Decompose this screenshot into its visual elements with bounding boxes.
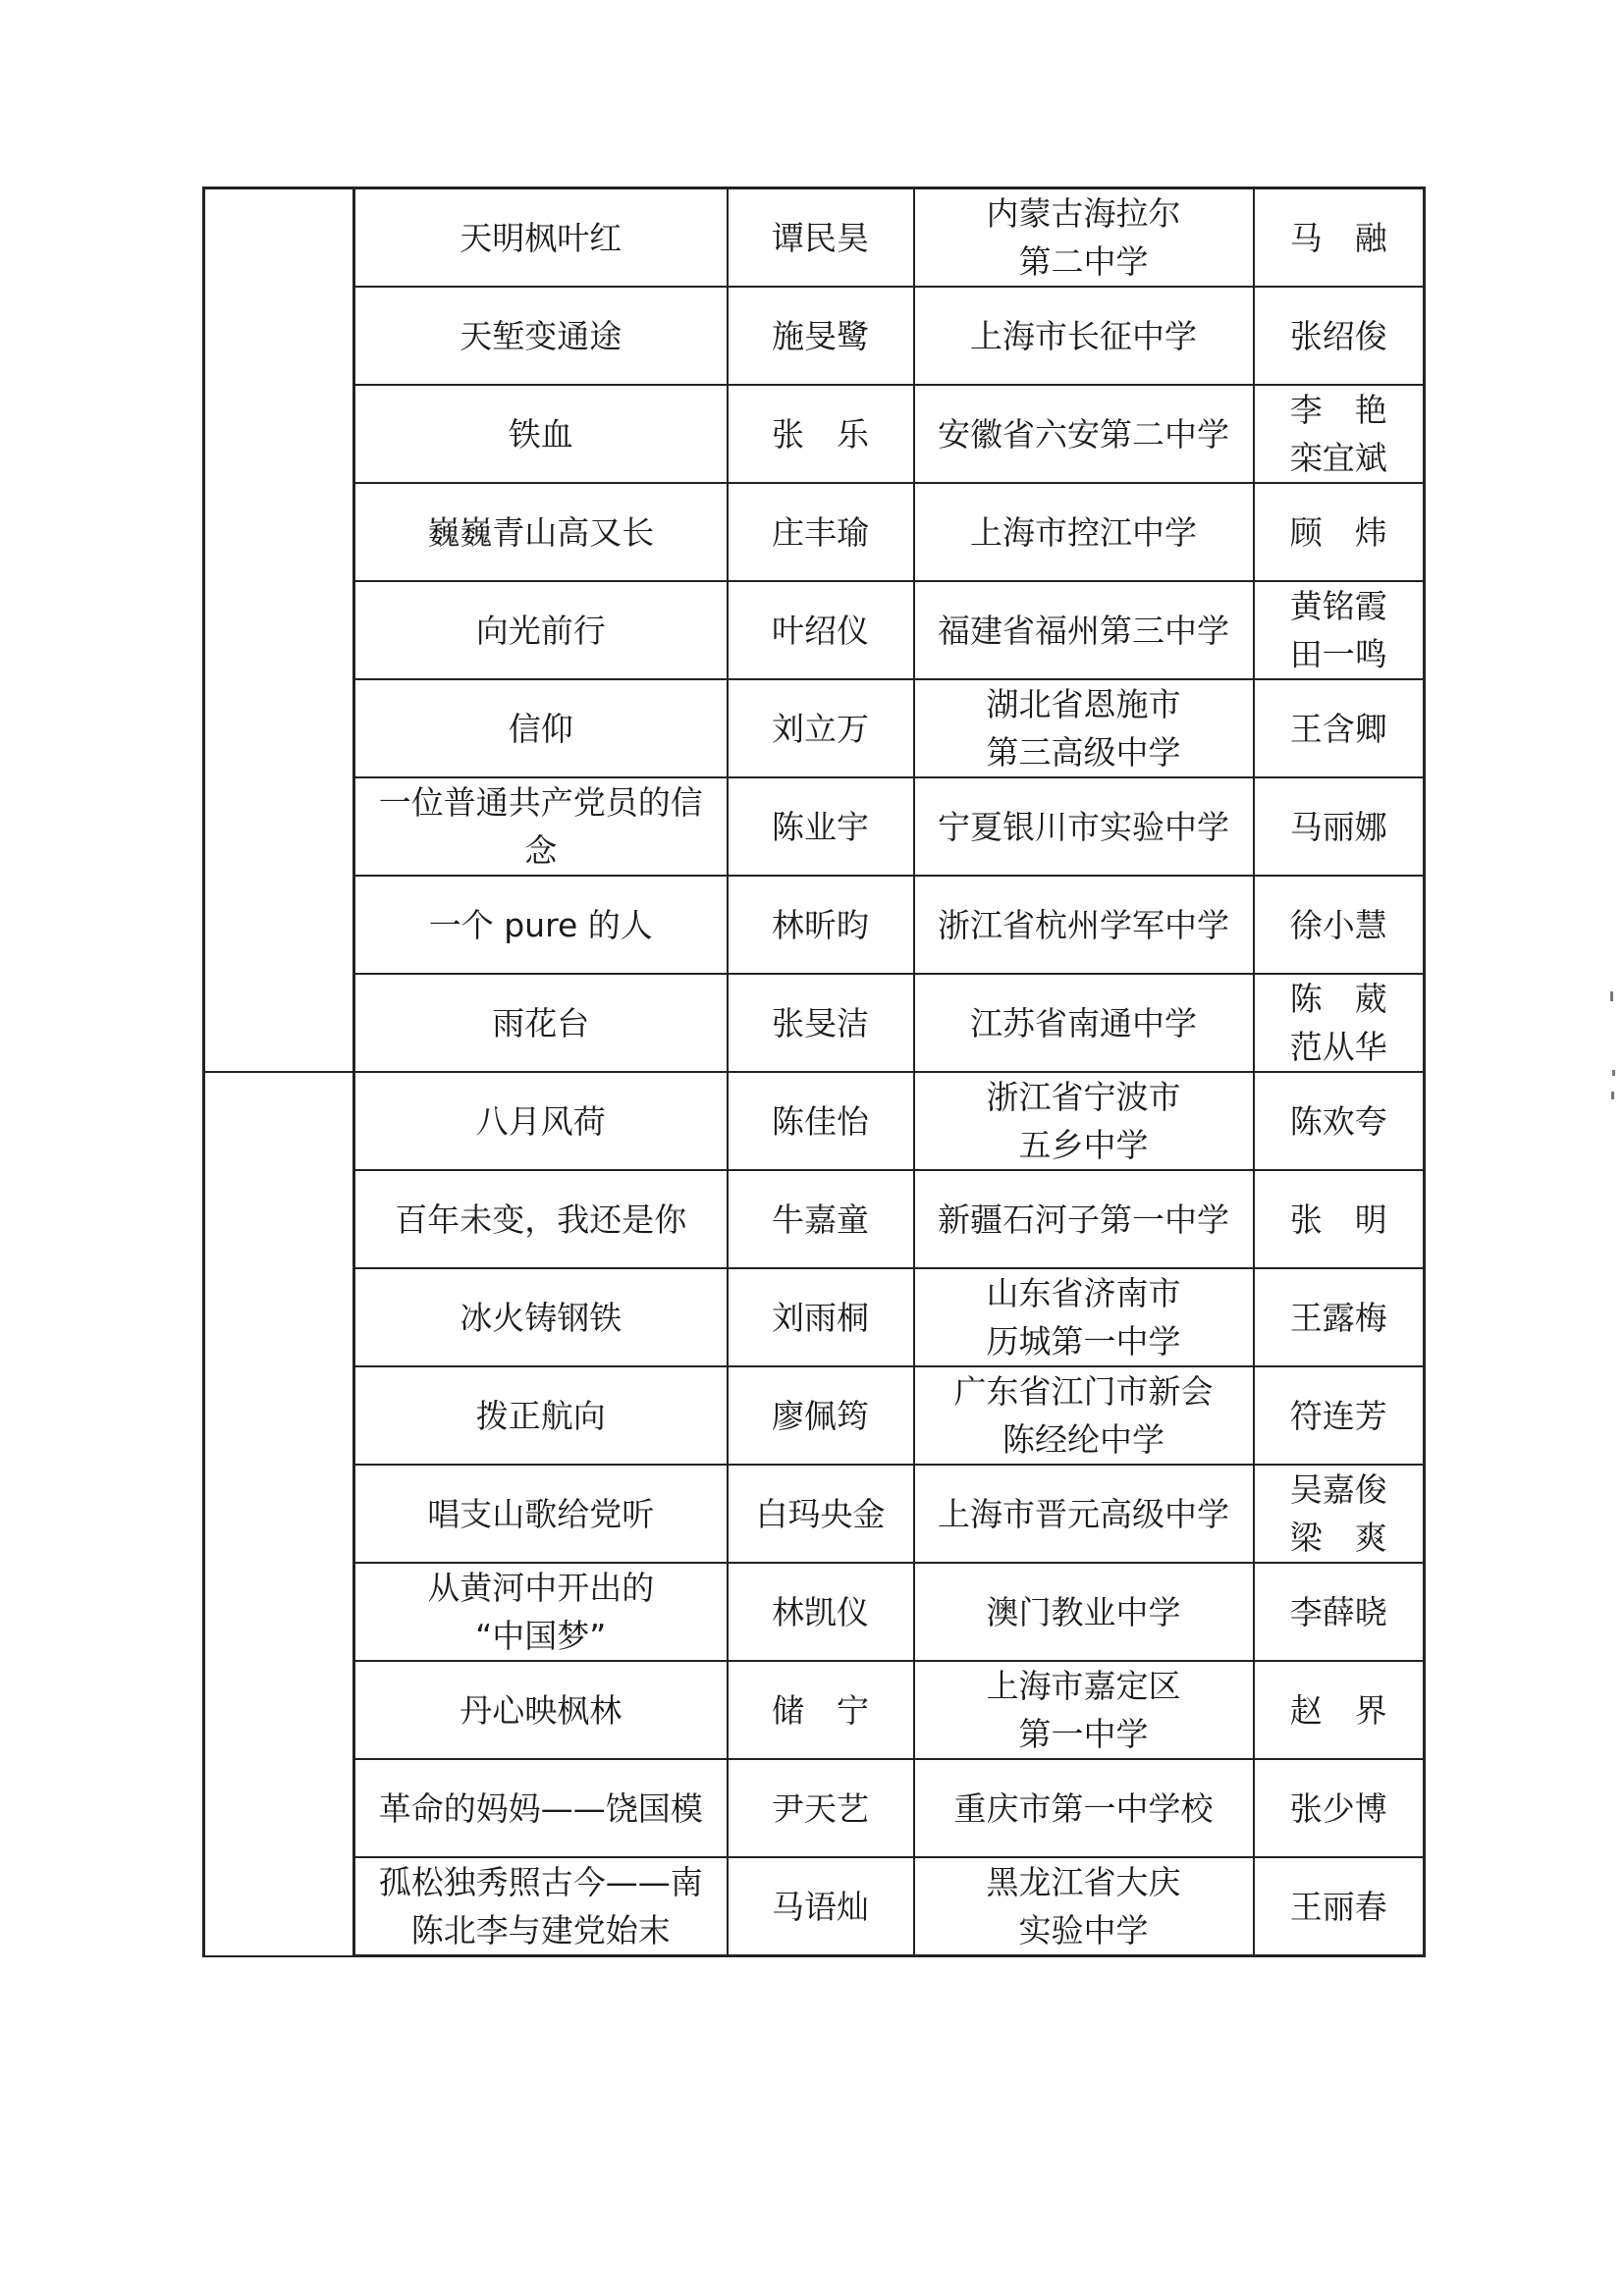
school-name: 浙江省杭州学军中学 bbox=[938, 905, 1229, 944]
table-row bbox=[204, 1072, 1425, 1170]
school-name: 第二中学 bbox=[1018, 242, 1149, 281]
teacher-name-cell bbox=[1254, 1465, 1425, 1563]
work-title-cell bbox=[354, 679, 728, 777]
author-name: 白玛央金 bbox=[755, 1494, 886, 1533]
teacher-name: 王丽春 bbox=[1289, 1887, 1387, 1926]
table-row bbox=[204, 188, 1425, 288]
teacher-name-cell bbox=[1254, 287, 1425, 385]
group-cell bbox=[204, 188, 354, 1073]
teacher-name: 徐小慧 bbox=[1289, 905, 1387, 944]
author-name-cell bbox=[728, 1661, 914, 1759]
work-title: 丹心映枫林 bbox=[460, 1690, 623, 1730]
teacher-name: 栾宜斌 bbox=[1289, 439, 1387, 477]
school-name: 陈经纶中学 bbox=[1002, 1420, 1164, 1459]
author-name: 牛嘉童 bbox=[772, 1200, 869, 1239]
table-row bbox=[204, 974, 1425, 1072]
school-name: 历城第一中学 bbox=[986, 1322, 1181, 1361]
teacher-name-cell bbox=[1254, 1170, 1425, 1268]
teacher-name-cell bbox=[1254, 777, 1425, 876]
work-title-cell bbox=[354, 1563, 728, 1661]
table-row bbox=[204, 1563, 1425, 1661]
school-name-cell bbox=[914, 188, 1254, 288]
author-name-cell bbox=[728, 1072, 914, 1170]
school-name: 黑龙江省大庆 bbox=[986, 1863, 1181, 1901]
author-name: 林昕昀 bbox=[772, 905, 869, 944]
school-name-cell bbox=[914, 1661, 1254, 1759]
teacher-name-cell bbox=[1254, 1759, 1425, 1857]
teacher-name: 陈 葳 bbox=[1289, 980, 1387, 1018]
author-name-cell bbox=[728, 385, 914, 483]
table-row bbox=[204, 1465, 1425, 1563]
table-row bbox=[204, 581, 1425, 679]
teacher-name-cell bbox=[1254, 385, 1425, 483]
school-name: 山东省济南市 bbox=[986, 1274, 1181, 1312]
teacher-name: 陈欢夸 bbox=[1289, 1101, 1387, 1141]
work-title: “中国梦” bbox=[475, 1617, 607, 1655]
scan-speck bbox=[1610, 991, 1613, 1001]
teacher-name: 李 艳 bbox=[1289, 391, 1387, 429]
school-name: 上海市嘉定区 bbox=[986, 1667, 1181, 1705]
school-name: 江苏省南通中学 bbox=[970, 1003, 1197, 1042]
author-name-cell bbox=[728, 1759, 914, 1857]
teacher-name: 赵 界 bbox=[1289, 1690, 1387, 1730]
scan-speck bbox=[1612, 1070, 1615, 1076]
teacher-name-cell bbox=[1254, 1268, 1425, 1366]
teacher-name-cell bbox=[1254, 1366, 1425, 1465]
scan-speck bbox=[1611, 1092, 1614, 1099]
teacher-name-cell bbox=[1254, 1563, 1425, 1661]
author-name-cell bbox=[728, 188, 914, 288]
teacher-name: 李薛晓 bbox=[1289, 1592, 1387, 1631]
author-name-cell bbox=[728, 1366, 914, 1465]
work-title-cell bbox=[354, 1268, 728, 1366]
teacher-name: 梁 爽 bbox=[1289, 1519, 1387, 1557]
teacher-name: 马 融 bbox=[1289, 218, 1387, 257]
author-name-cell bbox=[728, 679, 914, 777]
work-title: 向光前行 bbox=[475, 611, 606, 650]
author-name: 廖佩筠 bbox=[772, 1396, 869, 1435]
work-title: 陈北李与建党始末 bbox=[410, 1911, 671, 1949]
work-title: 天堑变通途 bbox=[460, 316, 623, 355]
teacher-name: 马丽娜 bbox=[1289, 807, 1387, 846]
work-title-cell bbox=[354, 1366, 728, 1465]
work-title: 雨花台 bbox=[492, 1003, 590, 1042]
author-name-cell bbox=[728, 1170, 914, 1268]
work-title: 从黄河中开出的 bbox=[427, 1569, 655, 1607]
teacher-name-cell bbox=[1254, 188, 1425, 288]
school-name: 新疆石河子第一中学 bbox=[938, 1200, 1229, 1239]
author-name: 庄丰瑜 bbox=[772, 512, 869, 552]
teacher-name-cell bbox=[1254, 1072, 1425, 1170]
table-row bbox=[204, 1366, 1425, 1465]
author-name-cell bbox=[728, 876, 914, 974]
work-title-cell bbox=[354, 1072, 728, 1170]
work-title: 革命的妈妈——饶国模 bbox=[378, 1789, 703, 1828]
school-name: 浙江省宁波市 bbox=[986, 1078, 1181, 1116]
table-row bbox=[204, 777, 1425, 876]
school-name-cell bbox=[914, 483, 1254, 581]
school-name-cell bbox=[914, 876, 1254, 974]
work-title-cell bbox=[354, 1759, 728, 1857]
author-name: 刘立万 bbox=[772, 709, 869, 748]
school-name-cell bbox=[914, 1268, 1254, 1366]
author-name: 谭民昊 bbox=[772, 218, 869, 257]
author-name-cell bbox=[728, 974, 914, 1072]
work-title: 冰火铸钢铁 bbox=[460, 1298, 623, 1337]
teacher-name: 张少博 bbox=[1289, 1789, 1387, 1828]
work-title-cell bbox=[354, 1170, 728, 1268]
author-name: 张旻洁 bbox=[772, 1003, 869, 1042]
school-name-cell bbox=[914, 1072, 1254, 1170]
work-title-cell bbox=[354, 287, 728, 385]
teacher-name: 王露梅 bbox=[1289, 1298, 1387, 1337]
author-name: 张 乐 bbox=[772, 414, 869, 454]
school-name: 福建省福州第三中学 bbox=[938, 611, 1229, 650]
school-name-cell bbox=[914, 1759, 1254, 1857]
author-name-cell bbox=[728, 483, 914, 581]
author-name: 陈佳怡 bbox=[772, 1101, 869, 1141]
work-title: 信仰 bbox=[508, 709, 573, 748]
work-title-cell bbox=[354, 1661, 728, 1759]
work-title: 百年未变，我还是你 bbox=[395, 1200, 687, 1239]
school-name: 重庆市第一中学校 bbox=[953, 1789, 1214, 1828]
school-name-cell bbox=[914, 1366, 1254, 1465]
work-title-cell bbox=[354, 1857, 728, 1956]
work-title: 一位普通共产党员的信 bbox=[378, 783, 703, 822]
work-title-cell bbox=[354, 777, 728, 876]
work-title: 唱支山歌给党听 bbox=[427, 1494, 655, 1533]
table-row bbox=[204, 1661, 1425, 1759]
teacher-name-cell bbox=[1254, 1661, 1425, 1759]
author-name-cell bbox=[728, 287, 914, 385]
school-name: 上海市长征中学 bbox=[970, 316, 1197, 355]
author-name: 马语灿 bbox=[772, 1887, 869, 1926]
table-row bbox=[204, 1170, 1425, 1268]
work-title: 巍巍青山高又长 bbox=[427, 512, 655, 552]
table-row bbox=[204, 1759, 1425, 1857]
teacher-name: 吴嘉俊 bbox=[1289, 1470, 1387, 1509]
school-name-cell bbox=[914, 1465, 1254, 1563]
teacher-name-cell bbox=[1254, 483, 1425, 581]
teacher-name: 张绍俊 bbox=[1289, 316, 1387, 355]
author-name: 叶绍仪 bbox=[772, 611, 869, 650]
teacher-name: 顾 炜 bbox=[1289, 512, 1387, 552]
work-title-cell bbox=[354, 974, 728, 1072]
table-row bbox=[204, 679, 1425, 777]
award-table bbox=[202, 187, 1426, 1957]
school-name: 实验中学 bbox=[1018, 1911, 1149, 1949]
teacher-name: 张 明 bbox=[1289, 1200, 1387, 1239]
teacher-name-cell bbox=[1254, 974, 1425, 1072]
table-row bbox=[204, 1857, 1425, 1956]
work-title: 念 bbox=[524, 831, 558, 870]
school-name-cell bbox=[914, 287, 1254, 385]
school-name-cell bbox=[914, 974, 1254, 1072]
teacher-name: 黄铭霞 bbox=[1289, 587, 1387, 625]
work-title: 孤松独秀照古今——南 bbox=[378, 1863, 703, 1901]
table-row bbox=[204, 483, 1425, 581]
school-name: 第三高级中学 bbox=[986, 733, 1181, 772]
author-name-cell bbox=[728, 1563, 914, 1661]
author-name: 储 宁 bbox=[772, 1690, 869, 1730]
teacher-name: 范从华 bbox=[1289, 1028, 1387, 1066]
school-name-cell bbox=[914, 385, 1254, 483]
school-name-cell bbox=[914, 679, 1254, 777]
work-title-cell bbox=[354, 385, 728, 483]
teacher-name-cell bbox=[1254, 876, 1425, 974]
work-title-cell bbox=[354, 188, 728, 288]
school-name: 第一中学 bbox=[1018, 1715, 1149, 1753]
table-row bbox=[204, 385, 1425, 483]
school-name-cell bbox=[914, 1857, 1254, 1956]
work-title: 天明枫叶红 bbox=[460, 218, 623, 257]
author-name: 陈业宇 bbox=[772, 807, 869, 846]
author-name: 林凯仪 bbox=[772, 1592, 869, 1631]
author-name: 施旻鹭 bbox=[772, 316, 869, 355]
school-name-cell bbox=[914, 581, 1254, 679]
teacher-name: 王含卿 bbox=[1289, 709, 1387, 748]
teacher-name-cell bbox=[1254, 1857, 1425, 1956]
author-name-cell bbox=[728, 1857, 914, 1956]
school-name: 上海市控江中学 bbox=[970, 512, 1197, 552]
table-row bbox=[204, 1268, 1425, 1366]
teacher-name: 田一鸣 bbox=[1289, 635, 1387, 673]
author-name: 刘雨桐 bbox=[772, 1298, 869, 1337]
school-name: 上海市晋元高级中学 bbox=[938, 1494, 1229, 1533]
school-name: 广东省江门市新会 bbox=[953, 1372, 1214, 1411]
school-name: 内蒙古海拉尔 bbox=[986, 194, 1181, 233]
school-name: 澳门教业中学 bbox=[986, 1592, 1181, 1631]
teacher-name-cell bbox=[1254, 679, 1425, 777]
work-title: 拨正航向 bbox=[475, 1396, 606, 1435]
author-name-cell bbox=[728, 777, 914, 876]
school-name: 湖北省恩施市 bbox=[986, 685, 1181, 723]
teacher-name: 符连芳 bbox=[1289, 1396, 1387, 1435]
school-name: 宁夏银川市实验中学 bbox=[938, 807, 1229, 846]
work-title-cell bbox=[354, 581, 728, 679]
work-title-cell bbox=[354, 483, 728, 581]
work-title: 八月风荷 bbox=[475, 1101, 606, 1141]
group-cell bbox=[204, 1072, 354, 1956]
work-title: 铁血 bbox=[508, 414, 573, 454]
work-title: 一个 pure 的人 bbox=[428, 905, 653, 944]
author-name-cell bbox=[728, 581, 914, 679]
author-name: 尹天艺 bbox=[772, 1789, 869, 1828]
school-name: 安徽省六安第二中学 bbox=[938, 414, 1229, 454]
table-row bbox=[204, 287, 1425, 385]
work-title-cell bbox=[354, 1465, 728, 1563]
school-name: 五乡中学 bbox=[1018, 1126, 1149, 1164]
school-name-cell bbox=[914, 1563, 1254, 1661]
work-title-cell bbox=[354, 876, 728, 974]
school-name-cell bbox=[914, 777, 1254, 876]
author-name-cell bbox=[728, 1268, 914, 1366]
table-row bbox=[204, 876, 1425, 974]
school-name-cell bbox=[914, 1170, 1254, 1268]
teacher-name-cell bbox=[1254, 581, 1425, 679]
author-name-cell bbox=[728, 1465, 914, 1563]
